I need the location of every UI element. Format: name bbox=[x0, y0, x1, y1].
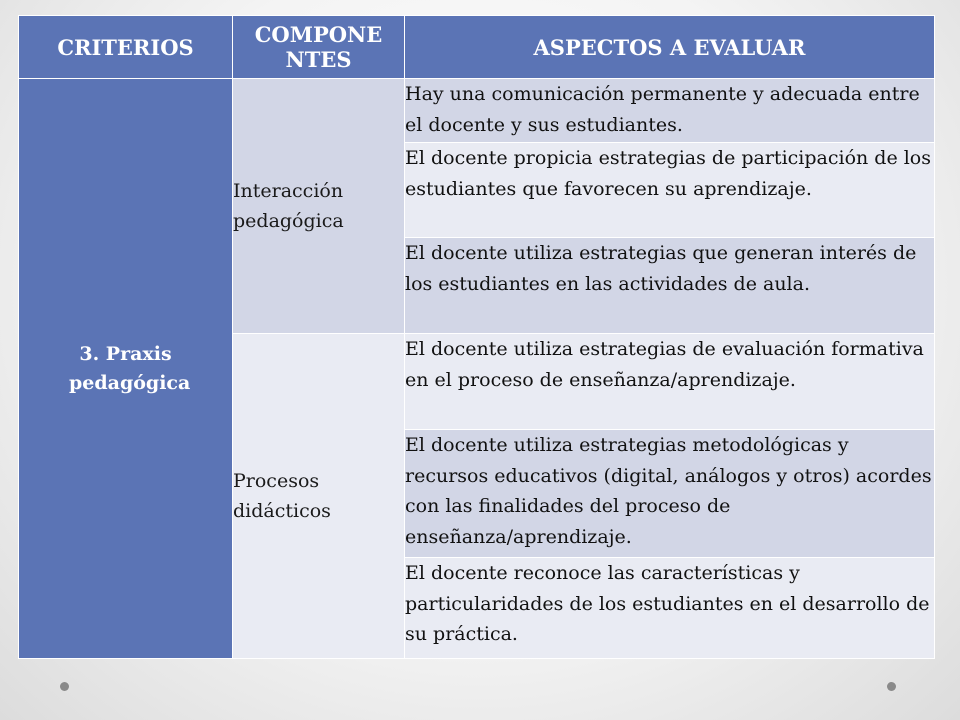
header-row bbox=[19, 16, 935, 79]
componente-procesos: Procesos didácticos bbox=[233, 334, 405, 659]
header-criterios: CRITERIOS bbox=[19, 16, 233, 79]
aspecto-item: El docente reconoce las características y particularidades de los estudiantes en el desarrollo de su práctica. bbox=[405, 558, 935, 659]
aspecto-item: El docente utiliza estrategias metodológicas y recursos educativos (digital, análogos y otros) acordes con las finalidades del proceso de enseñanza/aprendizaje. bbox=[405, 430, 935, 558]
aspecto-item: El docente utiliza estrategias de evaluación formativa en el proceso de enseñanza/aprendizaje. bbox=[405, 334, 935, 430]
evaluation-table bbox=[18, 15, 935, 659]
componente-interaccion: Interacción pedagógica bbox=[233, 79, 405, 334]
decorative-dot-left bbox=[60, 682, 69, 691]
header-componentes: COMPONE NTES bbox=[233, 16, 405, 79]
decorative-dot-right bbox=[887, 682, 896, 691]
table-row bbox=[19, 79, 935, 143]
aspecto-item: El docente propicia estrategias de participación de los estudiantes que favorecen su aprendizaje. bbox=[405, 143, 935, 238]
aspecto-item: El docente utiliza estrategias que generan interés de los estudiantes en las actividades de aula. bbox=[405, 238, 935, 334]
criterio-label: 3. Praxis pedagógica bbox=[69, 342, 191, 394]
header-aspectos: ASPECTOS A EVALUAR bbox=[405, 16, 935, 79]
aspecto-item: Hay una comunicación permanente y adecuada entre el docente y sus estudiantes. bbox=[405, 79, 935, 143]
criterio-cell bbox=[19, 79, 233, 659]
